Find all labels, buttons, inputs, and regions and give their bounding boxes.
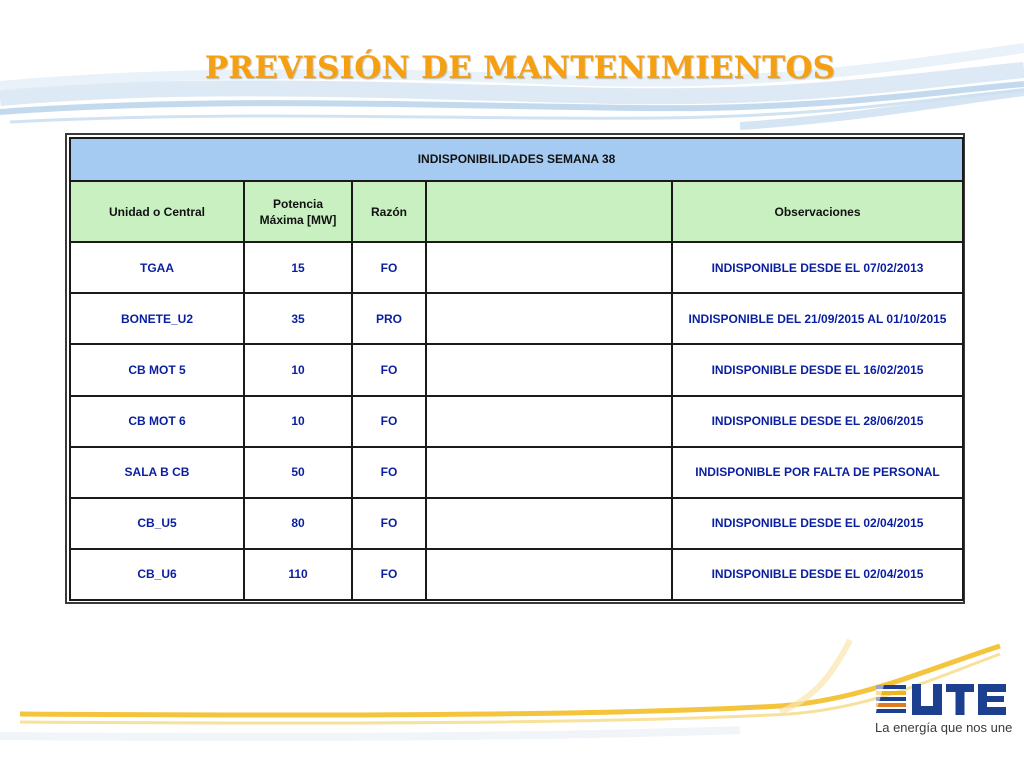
cell-extra	[426, 344, 672, 395]
header-unit: Unidad o Central	[70, 181, 244, 242]
cell-power: 110	[244, 549, 352, 600]
table-row	[70, 293, 963, 344]
unavailability-table-frame	[65, 133, 965, 604]
cell-extra	[426, 396, 672, 447]
header-reason: Razón	[352, 181, 426, 242]
cell-unit: TGAA	[70, 242, 244, 293]
cell-observations: INDISPONIBLE DESDE EL 28/06/2015	[672, 396, 963, 447]
header-power-line1: Potencia	[272, 196, 323, 211]
cell-unit: CB_U5	[70, 498, 244, 549]
cell-observations: INDISPONIBLE DESDE EL 02/04/2015	[672, 498, 963, 549]
table-row	[70, 344, 963, 395]
page-title: PREVISIÓN DE MANTENIMIENTOS	[204, 50, 836, 86]
header-observations: Observaciones	[672, 181, 963, 242]
cell-power: 15	[244, 242, 352, 293]
cell-observations: INDISPONIBLE DESDE EL 16/02/2015	[672, 344, 963, 395]
cell-extra	[426, 447, 672, 498]
unavailability-table	[69, 137, 964, 601]
header-power	[244, 181, 352, 242]
cell-extra	[426, 242, 672, 293]
cell-reason: FO	[352, 396, 426, 447]
cell-unit: CB_U6	[70, 549, 244, 600]
ute-wordmark	[912, 684, 1006, 715]
cell-unit: SALA B CB	[70, 447, 244, 498]
table-band-row	[70, 138, 963, 181]
table-row	[70, 396, 963, 447]
cell-reason: FO	[352, 498, 426, 549]
cell-power: 35	[244, 293, 352, 344]
cell-power: 10	[244, 396, 352, 447]
cell-observations: INDISPONIBLE DESDE EL 07/02/2013	[672, 242, 963, 293]
cell-reason: FO	[352, 344, 426, 395]
cell-unit: BONETE_U2	[70, 293, 244, 344]
ute-emblem-icon	[876, 685, 906, 713]
cell-observations: INDISPONIBLE DEL 21/09/2015 AL 01/10/2015	[672, 293, 963, 344]
cell-observations: INDISPONIBLE DESDE EL 02/04/2015	[672, 549, 963, 600]
cell-extra	[426, 549, 672, 600]
header-blank	[426, 181, 672, 242]
cell-reason: FO	[352, 447, 426, 498]
cell-reason: FO	[352, 242, 426, 293]
table-row	[70, 498, 963, 549]
cell-extra	[426, 293, 672, 344]
table-row	[70, 447, 963, 498]
cell-power: 50	[244, 447, 352, 498]
logo-tagline: La energía que nos une	[875, 720, 1013, 735]
cell-unit: CB MOT 5	[70, 344, 244, 395]
table-row	[70, 549, 963, 600]
cell-power: 80	[244, 498, 352, 549]
table-row	[70, 242, 963, 293]
ute-logo	[874, 682, 1008, 716]
cell-extra	[426, 498, 672, 549]
cell-reason: PRO	[352, 293, 426, 344]
cell-power: 10	[244, 344, 352, 395]
cell-observations: INDISPONIBLE POR FALTA DE PERSONAL	[672, 447, 963, 498]
cell-reason: FO	[352, 549, 426, 600]
header-power-line2: Máxima [MW]	[259, 212, 337, 227]
table-header-row	[70, 181, 963, 242]
table-band-title: INDISPONIBILIDADES SEMANA 38	[70, 138, 963, 181]
cell-unit: CB MOT 6	[70, 396, 244, 447]
